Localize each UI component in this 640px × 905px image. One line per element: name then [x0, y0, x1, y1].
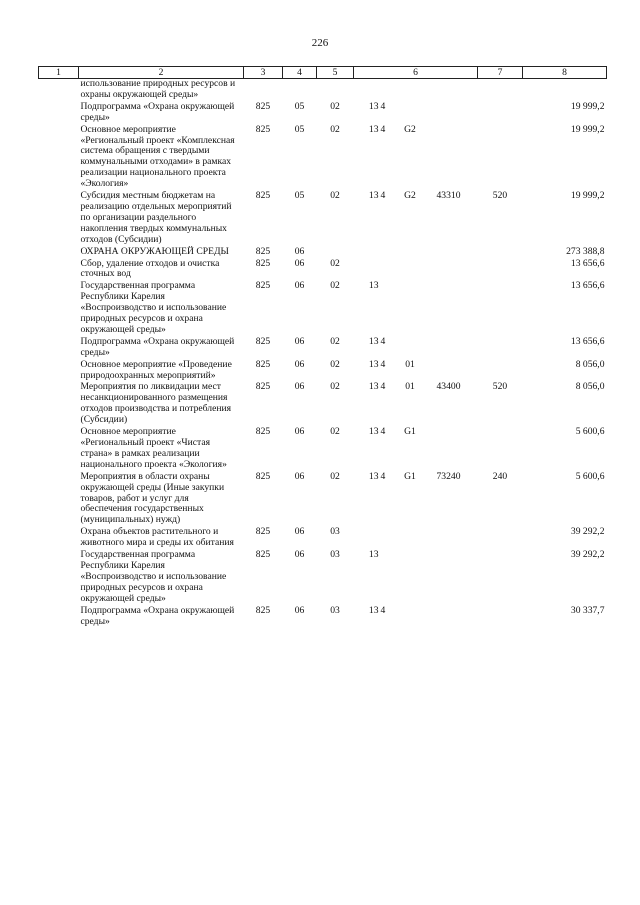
- row-subsection-code: 02: [330, 123, 340, 135]
- row-section-code: 06: [294, 358, 305, 370]
- program-code: 13: [368, 549, 379, 561]
- row-number-cell: [39, 550, 79, 606]
- target-article-parts: [354, 382, 478, 393]
- header-col-4: 4: [283, 67, 317, 79]
- target-article-parts: [354, 259, 478, 269]
- subprogram-code: 4: [380, 335, 386, 347]
- row-description: Подпрограмма «Охрана окружающей среды»: [80, 604, 235, 627]
- program-code: 13: [368, 190, 379, 202]
- event-code: [393, 337, 428, 348]
- direction-code: 43400: [436, 381, 461, 393]
- subprogram-code: 4: [380, 604, 386, 616]
- row-target-article: [354, 472, 478, 528]
- subprogram-code: 4: [380, 426, 386, 438]
- target-article-parts: [354, 427, 478, 438]
- program-code: [354, 259, 381, 269]
- row-expense-type: 520: [492, 381, 508, 393]
- row-number-cell: [39, 360, 79, 383]
- row-amount: 19 999,2: [570, 123, 605, 135]
- subprogram-code: 4: [380, 100, 386, 112]
- row-expense-type: [478, 550, 523, 606]
- row-expense-type: [478, 79, 523, 102]
- program-code: 13: [368, 604, 379, 616]
- row-subsection-code: 02: [330, 358, 340, 370]
- event-code: G2: [404, 123, 416, 135]
- row-target-article: [354, 191, 478, 247]
- event-code: G1: [404, 470, 416, 482]
- row-target-article: [354, 527, 478, 550]
- row-admin-code: 825: [255, 280, 271, 292]
- target-article-parts: [354, 247, 478, 257]
- row-admin-code: 825: [255, 123, 271, 135]
- row-description: Мероприятия в области охраны окружающей среды (Иные закупки товаров, работ и услуг для обеспечения государственных (муниципальных) нужд): [80, 470, 225, 526]
- header-col-6: 6: [354, 67, 478, 79]
- row-admin-code: [244, 79, 283, 102]
- row-section-code: 06: [294, 257, 305, 269]
- table-row: [39, 382, 607, 427]
- row-admin-code: 825: [255, 257, 271, 269]
- table-row: [39, 427, 607, 472]
- header-col-1: 1: [39, 67, 79, 79]
- direction-code: [428, 360, 470, 371]
- row-admin-code: 825: [255, 190, 271, 202]
- row-description: Мероприятия по ликвидации мест несанкционированного размещения отходов производства и потребления (Субсидии): [80, 381, 232, 426]
- row-section-code: 06: [294, 245, 305, 257]
- row-section-code: 06: [294, 526, 305, 538]
- subprogram-code: 4: [380, 381, 386, 393]
- row-expense-type: [478, 247, 523, 259]
- table-row: [39, 360, 607, 383]
- row-subsection-code: 02: [330, 381, 340, 393]
- direction-code: [428, 427, 470, 438]
- row-amount: 5 600,6: [575, 470, 605, 482]
- row-amount: 30 337,7: [570, 604, 605, 616]
- row-subsection-code: 02: [330, 280, 340, 292]
- direction-code: [428, 550, 470, 561]
- row-section-code: 05: [294, 123, 305, 135]
- direction-code: 73240: [436, 470, 461, 482]
- target-article-parts: [354, 606, 478, 617]
- program-code: 13: [368, 100, 379, 112]
- row-admin-code: 825: [255, 100, 271, 112]
- table-row: [39, 79, 607, 102]
- row-amount: [523, 79, 607, 102]
- subprogram-code: 4: [380, 123, 386, 135]
- program-code: [354, 79, 381, 89]
- direction-code: [428, 259, 470, 269]
- row-target-article: [354, 337, 478, 360]
- row-section-code: [283, 79, 317, 102]
- table-row: [39, 102, 607, 125]
- row-description: Субсидия местным бюджетам на реализацию отдельных мероприятий по организации раздельного накопления твердых коммунальных отходов (Субсидии): [80, 190, 232, 245]
- subprogram-code: 4: [380, 358, 386, 370]
- row-subsection-code: 02: [330, 335, 340, 347]
- row-target-article: [354, 281, 478, 337]
- row-section-code: 05: [294, 100, 305, 112]
- row-description: Сбор, удаление отходов и очистка сточных вод: [80, 257, 220, 280]
- program-code: [354, 247, 381, 257]
- row-section-code: 06: [294, 549, 305, 561]
- event-code: [393, 606, 428, 617]
- table-row: [39, 259, 607, 282]
- row-number-cell: [39, 606, 79, 629]
- row-number-cell: [39, 527, 79, 550]
- row-target-article: [354, 427, 478, 472]
- row-subsection-code: 02: [330, 190, 340, 202]
- row-section-code: 06: [294, 470, 305, 482]
- program-code: [354, 527, 381, 537]
- row-expense-type: [478, 125, 523, 191]
- row-admin-code: 825: [255, 604, 271, 616]
- row-description: Охрана объектов растительного и животного мира и среды их обитания: [80, 526, 234, 549]
- row-description: ОХРАНА ОКРУЖАЮЩЕЙ СРЕДЫ: [80, 245, 229, 257]
- row-expense-type: [478, 259, 523, 282]
- row-target-article: [354, 382, 478, 427]
- row-number-cell: [39, 191, 79, 247]
- row-number-cell: [39, 247, 79, 259]
- table-header-row: [39, 67, 607, 79]
- row-target-article: [354, 79, 478, 102]
- table-body: [39, 79, 607, 629]
- subprogram-code: [381, 79, 393, 89]
- program-code: 13: [368, 123, 379, 135]
- row-expense-type: 520: [492, 190, 508, 202]
- program-code: 13: [368, 358, 379, 370]
- row-admin-code: 825: [255, 526, 271, 538]
- row-subsection-code: 02: [330, 470, 340, 482]
- target-article-parts: [354, 125, 478, 136]
- program-code: 13: [368, 381, 379, 393]
- row-section-code: 05: [294, 190, 305, 202]
- event-code: [393, 259, 428, 269]
- row-number-cell: [39, 125, 79, 191]
- subprogram-code: [381, 527, 393, 537]
- row-target-article: [354, 102, 478, 125]
- row-description: Основное мероприятие «Региональный проект «Чистая страна» в рамках реализации национального проекта «Экология»: [80, 426, 227, 470]
- target-article-parts: [354, 79, 478, 89]
- row-expense-type: [478, 427, 523, 472]
- table-row: [39, 247, 607, 259]
- row-section-code: 06: [294, 426, 305, 438]
- row-section-code: 06: [294, 335, 305, 347]
- row-description: Подпрограмма «Охрана окружающей среды»: [80, 100, 235, 123]
- target-article-parts: [354, 281, 478, 292]
- row-number-cell: [39, 337, 79, 360]
- row-number-cell: [39, 102, 79, 125]
- target-article-parts: [354, 337, 478, 348]
- event-code: G1: [404, 426, 416, 438]
- event-code: 01: [405, 358, 415, 370]
- event-code: [393, 79, 428, 89]
- direction-code: [428, 79, 470, 89]
- direction-code: [428, 247, 470, 257]
- target-article-parts: [354, 360, 478, 371]
- event-code: [393, 281, 428, 292]
- table-row: [39, 527, 607, 550]
- header-col-3: 3: [244, 67, 283, 79]
- direction-code: [428, 337, 470, 348]
- direction-code: [428, 125, 470, 136]
- table-row: [39, 550, 607, 606]
- event-code: G2: [404, 190, 416, 202]
- row-amount: 5 600,6: [575, 426, 605, 438]
- row-subsection-code: [317, 247, 354, 259]
- table-row: [39, 337, 607, 360]
- table-row: [39, 191, 607, 247]
- row-amount: 13 656,6: [570, 280, 605, 292]
- row-amount: 19 999,2: [570, 190, 605, 202]
- row-description: Государственная программа Республики Карелия «Воспроизводство и использование природных ресурсов и охрана окружающей среды»: [80, 549, 227, 604]
- subprogram-code: [381, 281, 393, 292]
- row-section-code: 06: [294, 604, 305, 616]
- subprogram-code: [381, 259, 393, 269]
- row-target-article: [354, 360, 478, 383]
- table-row: [39, 125, 607, 191]
- row-description: Государственная программа Республики Карелия «Воспроизводство и использование природных ресурсов и охрана окружающей среды»: [80, 280, 227, 335]
- subprogram-code: [381, 550, 393, 561]
- program-code: 13: [368, 426, 379, 438]
- direction-code: [428, 527, 470, 537]
- row-expense-type: [478, 102, 523, 125]
- target-article-parts: [354, 550, 478, 561]
- row-admin-code: 825: [255, 381, 271, 393]
- target-article-parts: [354, 102, 478, 113]
- program-code: 13: [368, 470, 379, 482]
- event-code: [393, 527, 428, 537]
- header-col-7: 7: [478, 67, 523, 79]
- program-code: 13: [368, 280, 379, 292]
- table-row: [39, 281, 607, 337]
- target-article-parts: [354, 527, 478, 537]
- row-amount: 13 656,6: [570, 257, 605, 269]
- subprogram-code: 4: [380, 470, 386, 482]
- subprogram-code: 4: [380, 190, 386, 202]
- row-amount: 8 056,0: [575, 358, 605, 370]
- row-description: Подпрограмма «Охрана окружающей среды»: [80, 335, 235, 358]
- row-description: Основное мероприятие «Проведение природоохранных мероприятий»: [80, 358, 232, 381]
- row-expense-type: [478, 281, 523, 337]
- subprogram-code: [381, 247, 393, 257]
- row-target-article: [354, 259, 478, 282]
- row-admin-code: 825: [255, 245, 271, 257]
- table-row: [39, 472, 607, 528]
- page-number: 226: [311, 37, 329, 49]
- row-amount: 8 056,0: [575, 381, 605, 393]
- row-section-code: 06: [294, 280, 305, 292]
- event-code: 01: [405, 381, 415, 393]
- row-subsection-code: 03: [330, 549, 340, 561]
- row-number-cell: [39, 382, 79, 427]
- row-target-article: [354, 550, 478, 606]
- row-amount: 273 388,8: [566, 245, 605, 257]
- row-description: использование природных ресурсов и охраны окружающей среды»: [80, 78, 236, 100]
- row-admin-code: 825: [255, 358, 271, 370]
- row-description: Основное мероприятие «Региональный проект «Комплексная система обращения с твердыми коммунальными отходами» в рамках реализации национального проекта «Экология»: [80, 123, 235, 190]
- event-code: [393, 102, 428, 113]
- row-number-cell: [39, 79, 79, 102]
- header-col-2: 2: [79, 67, 244, 79]
- row-subsection-code: 02: [330, 100, 340, 112]
- header-col-8: 8: [523, 67, 607, 79]
- row-subsection-code: 02: [330, 257, 340, 269]
- direction-code: [428, 606, 470, 617]
- event-code: [393, 247, 428, 257]
- direction-code: 43310: [436, 190, 461, 202]
- target-article-parts: [354, 472, 478, 483]
- row-expense-type: [478, 606, 523, 629]
- program-code: 13: [368, 335, 379, 347]
- target-article-parts: [354, 191, 478, 202]
- row-target-article: [354, 606, 478, 629]
- row-number-cell: [39, 427, 79, 472]
- row-number-cell: [39, 281, 79, 337]
- row-subsection-code: 03: [330, 526, 340, 538]
- row-admin-code: 825: [255, 335, 271, 347]
- row-subsection-code: [317, 79, 354, 102]
- row-expense-type: [478, 527, 523, 550]
- row-amount: 13 656,6: [570, 335, 605, 347]
- row-amount: 39 292,2: [570, 526, 605, 538]
- row-subsection-code: 03: [330, 604, 340, 616]
- row-number-cell: [39, 472, 79, 528]
- table-row: [39, 606, 607, 629]
- row-subsection-code: 02: [330, 426, 340, 438]
- header-col-5: 5: [317, 67, 354, 79]
- row-number-cell: [39, 259, 79, 282]
- direction-code: [428, 281, 470, 292]
- row-target-article: [354, 247, 478, 259]
- row-amount: 19 999,2: [570, 100, 605, 112]
- row-amount: 39 292,2: [570, 549, 605, 561]
- direction-code: [428, 102, 470, 113]
- row-admin-code: 825: [255, 426, 271, 438]
- row-section-code: 06: [294, 381, 305, 393]
- row-expense-type: [478, 337, 523, 360]
- row-target-article: [354, 125, 478, 191]
- budget-table: [38, 66, 607, 628]
- row-expense-type: [478, 360, 523, 383]
- row-admin-code: 825: [255, 549, 271, 561]
- row-expense-type: 240: [492, 470, 508, 482]
- event-code: [393, 550, 428, 561]
- row-admin-code: 825: [255, 470, 271, 482]
